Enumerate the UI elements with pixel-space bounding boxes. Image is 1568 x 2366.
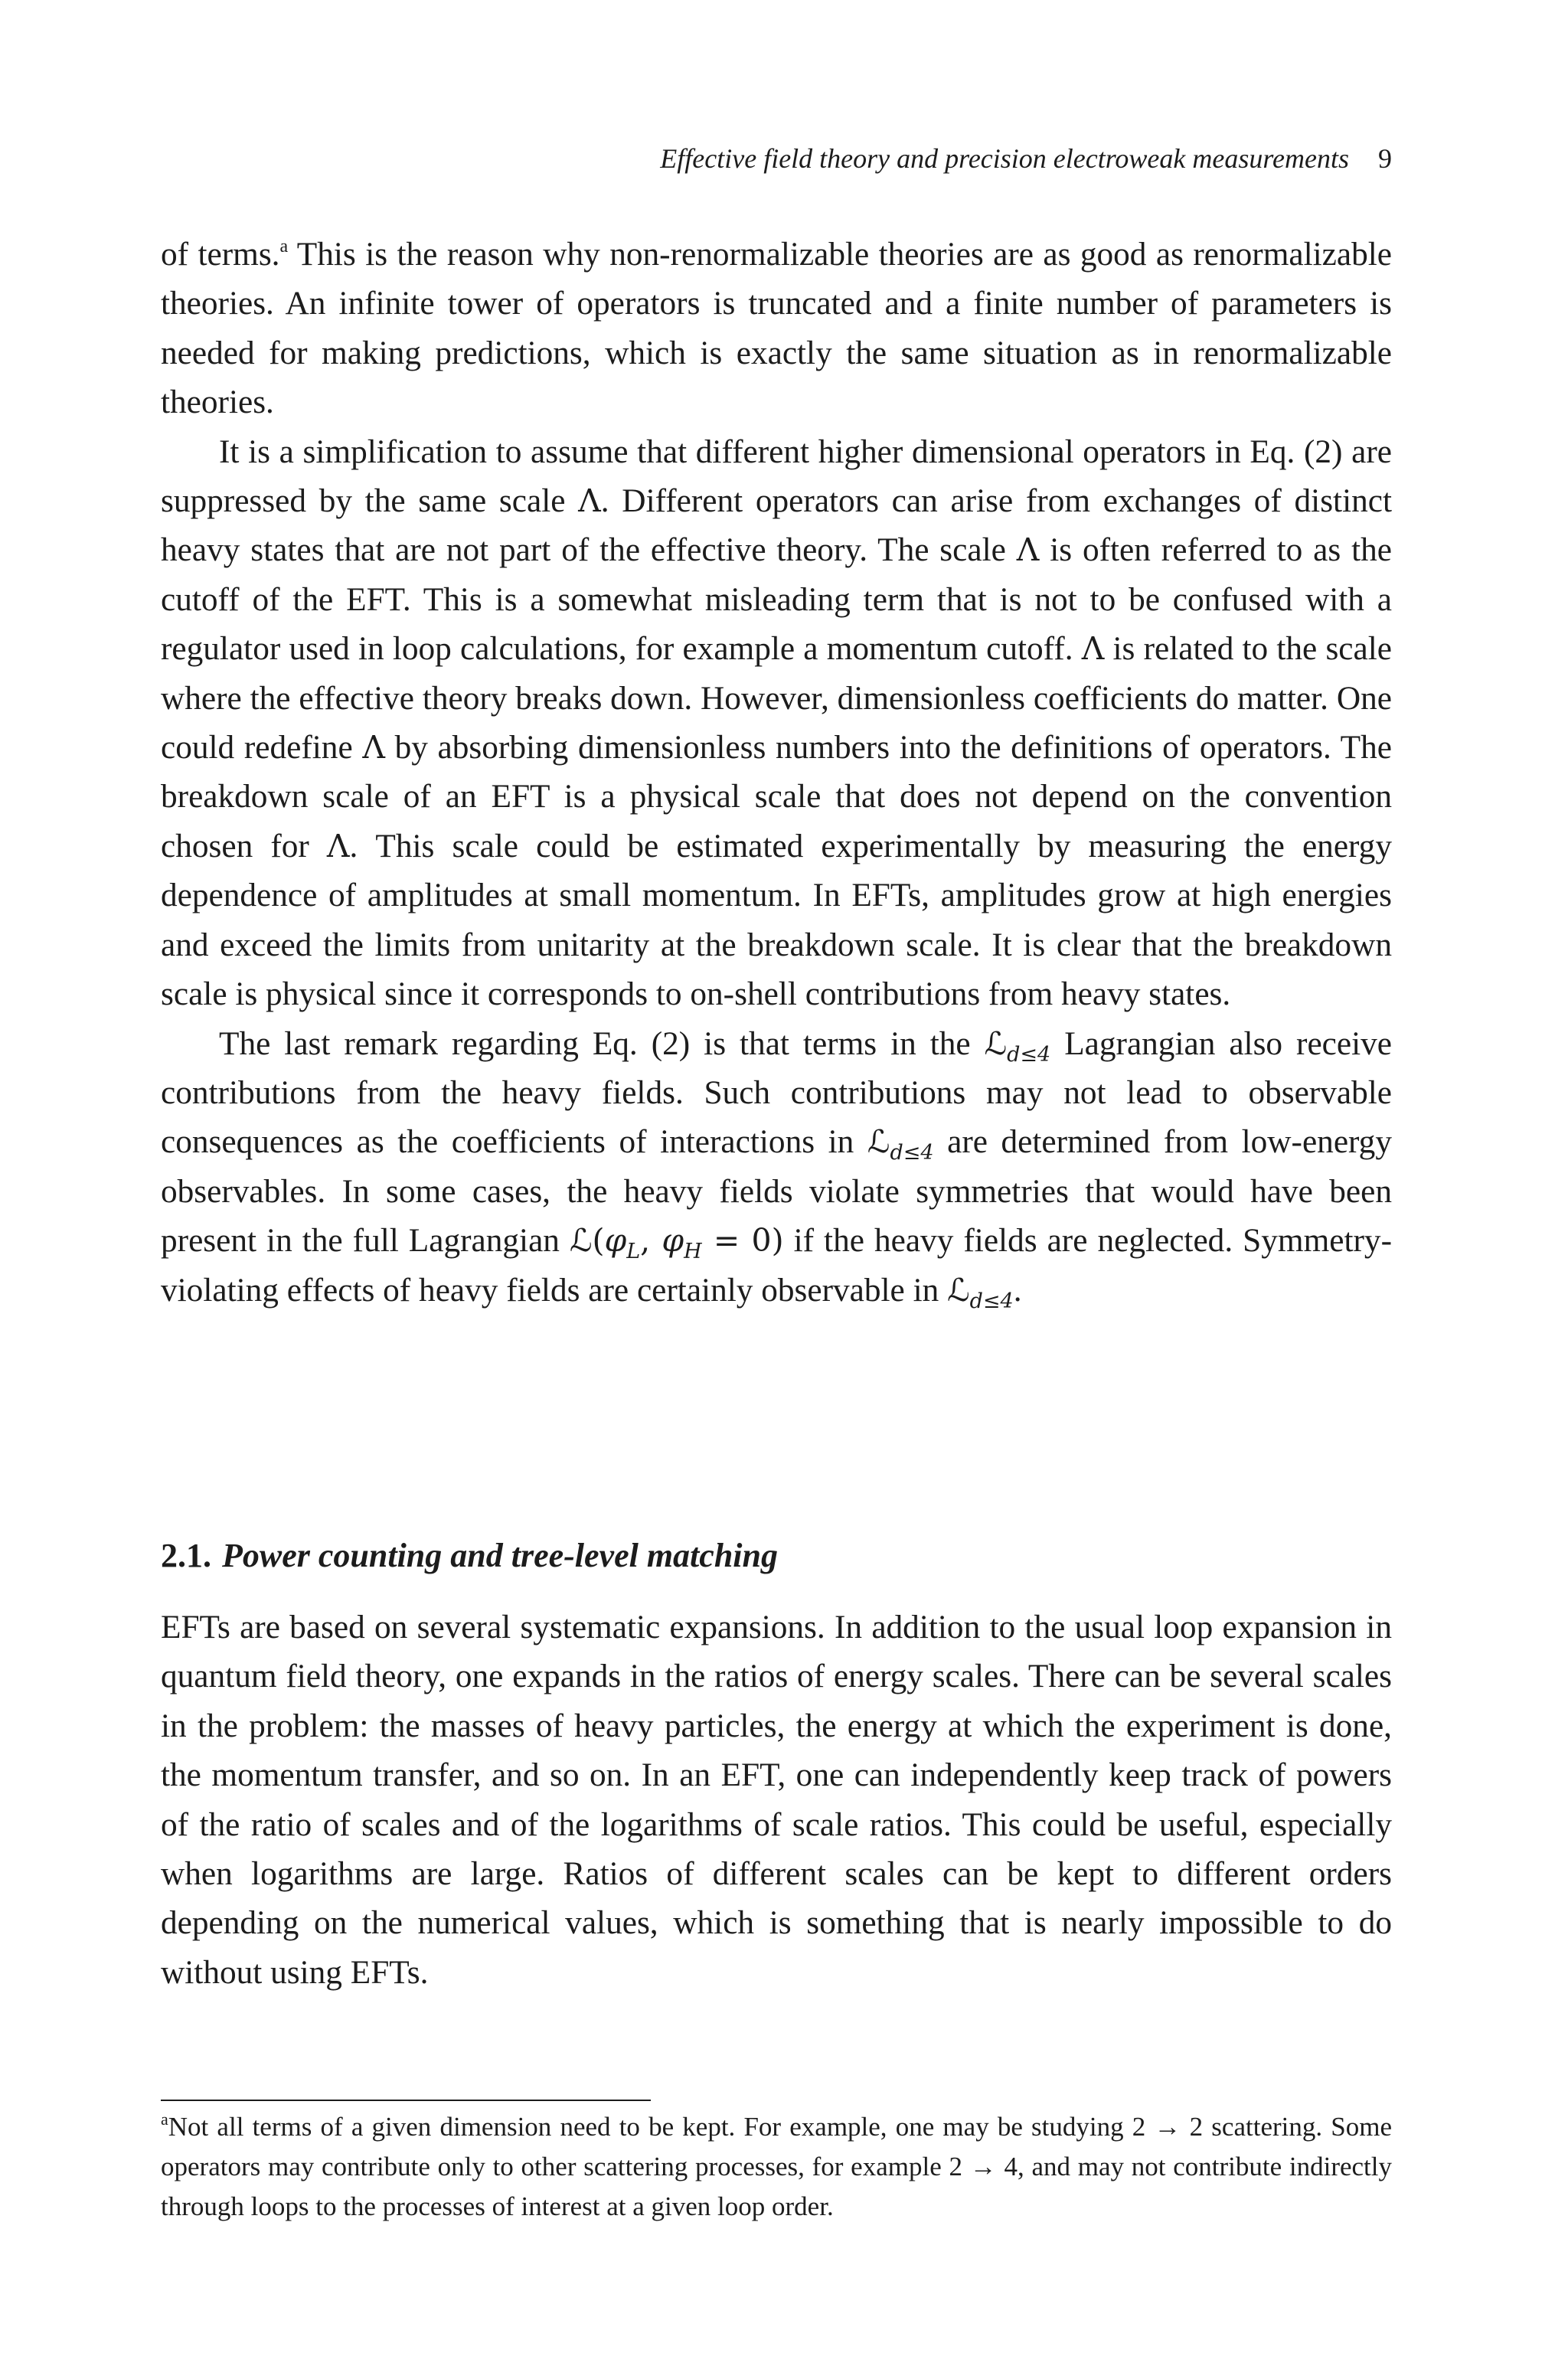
footnote: [161, 2107, 1392, 2227]
paragraph-4: EFTs are based on several systematic expansions. In addition to the usual loop expansion in quantum field theory, one expands in the ratios of energy scales. There can be several scales in the problem: the masses of heavy particles, the energy at which the experiment is done, the momentum transfer, and so on. In an EFT, one can independently keep track of powers of the ratio of scales and of the logarithms of scale ratios. This could be useful, especially when logarithms are large. Ratios of different scales can be kept to different orders depending on the numerical values, which is something that is nearly impossible to do without using EFTs.: [161, 1609, 1392, 1991]
lagrangian-d-le-4: [984, 1025, 1051, 1067]
script-l: ℒ: [867, 1123, 890, 1161]
lambda-symbol: Λ: [578, 482, 601, 520]
paragraph-2-text: is often referred to as the cutoff of the EFT. This is a somewhat misleading term that is not to be confused with a regulator used in loop calculations, for example a momentum cutoff.: [161, 531, 1393, 668]
paragraph-1-rest: This is the reason why non-renormalizable theories are as good as renormalizable theories. An infinite tower of operators is truncated and a finite number of parameters is needed for making predictions, which is exactly the same situation as in renormalizable theories.: [161, 236, 1392, 421]
section-title: Power counting and tree-level matching: [222, 1537, 778, 1574]
section-number: 2.1.: [161, 1537, 211, 1574]
paragraph-1: [161, 230, 1392, 427]
footnote-divider: [161, 2100, 651, 2101]
body-text-lower: [161, 1603, 1392, 1997]
running-header-title: Effective field theory and precision electroweak measurements: [660, 143, 1349, 174]
paragraph-3-text: .: [1013, 1271, 1022, 1309]
script-l: ℒ: [947, 1271, 970, 1309]
paragraph-2-text: . Different operators can arise from exchanges of distinct heavy states that are not part of the effective theory. The scale: [161, 482, 1392, 569]
section-heading: [161, 1533, 1392, 1579]
lambda-symbol: Λ: [1016, 531, 1040, 569]
footnote-marker: a: [279, 237, 289, 257]
subscript: d≤4: [1007, 1042, 1051, 1067]
paragraph-3-text: Lagrangian also receive contributions from the heavy fields. Such contributions may not lead to observable consequences as the coefficients of interactions in: [161, 1025, 1393, 1161]
lambda-symbol: Λ: [362, 729, 385, 766]
lagrangian-d-le-4: [947, 1271, 1014, 1313]
script-l: ℒ: [569, 1222, 593, 1260]
paragraph-3-text: The last remark regarding Eq. (2) is that terms in the: [219, 1025, 985, 1062]
paragraph-2-text: is related to the scale where the effective theory breaks down. However, dimensionless coefficients do matter. One could redefine: [161, 630, 1392, 766]
paragraph-3-text: are determined from low-energy observables. In some cases, the heavy fields violate symmetries that would have been present in the full Lagrangian: [161, 1123, 1392, 1260]
paragraph-2: [161, 427, 1392, 1019]
subscript: d≤4: [890, 1141, 934, 1165]
lagrangian-d-le-4: [867, 1123, 934, 1165]
paragraph-1-start: of terms.: [161, 236, 280, 273]
paragraph-2-text: . This scale could be estimated experimentally by measuring the energy dependence of amplitudes at small momentum. In EFTs, amplitudes grow at high energies and exceed the limits from unitarity at the breakdown scale. It is clear that the breakdown scale is physical since it corresponds to on-shell contributions from heavy states.: [161, 827, 1392, 1013]
full-lagrangian: $ℒ(\varphi_L$, $\varphi_H = 0$): [569, 1222, 784, 1264]
script-l: ℒ: [984, 1025, 1008, 1062]
paragraph-2-text: It is a simplification to assume that different higher dimensional operators in Eq. (2) are suppressed by the same scale: [161, 433, 1392, 520]
footnote-text: Not all terms of a given dimension need to be kept. For example, one may be studying 2 → 2 scattering. Some operators may contribute only to other scattering processes, for example 2 → 4, and may not contribute indirectly through loops to the processes of interest at a given loop order.: [161, 2112, 1392, 2221]
running-header: [161, 142, 1392, 182]
page-number: 9: [1378, 143, 1392, 174]
paragraph-3-text: if the heavy fields are neglected. Symmetry-violating effects of heavy fields are certainly observable in: [161, 1222, 1392, 1309]
paragraph-2-text: by absorbing dimensionless numbers into the definitions of operators. The breakdown scale of an EFT is a physical scale that does not depend on the convention chosen for: [161, 729, 1392, 864]
footnote-label: a: [161, 2109, 168, 2129]
subscript: d≤4: [969, 1289, 1014, 1313]
lambda-symbol: Λ: [1081, 630, 1105, 668]
paragraph-3: [161, 1019, 1392, 1315]
body-text-upper: [161, 230, 1392, 1315]
lambda-symbol: Λ: [326, 827, 350, 864]
